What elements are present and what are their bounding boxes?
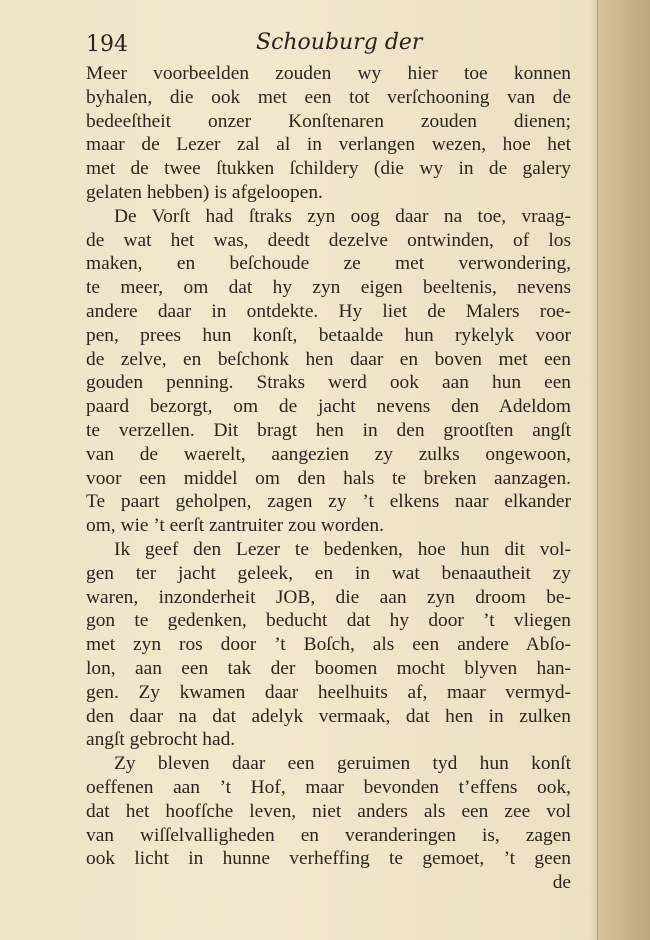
text-line: Meer voorbeelden zouden wy hier toe konnen <box>86 63 571 84</box>
page-header <box>86 26 571 62</box>
text-line: gen. Zy kwamen daar heelhuits af, maar vermyd- <box>86 681 571 703</box>
catchword: de <box>552 872 571 894</box>
page-number: 194 <box>86 32 128 57</box>
text-line: ook licht in hunne verheffing te gemoet, ’t geen <box>86 848 571 870</box>
text-line: Zy bleven daar een geruimen tyd hun konſt <box>114 753 571 775</box>
text-line: maar de Lezer zal al in verlangen wezen, hoe het <box>86 134 571 156</box>
text-line: te meer, om dat hy zyn eigen beeltenis, nevens <box>86 277 571 299</box>
text-line: angſt gebrocht had. <box>86 729 236 751</box>
text-line: met de twee ſtukken ſchildery (die wy in de galery <box>86 158 571 180</box>
text-line: oeffenen aan ’t Hof, maar bevonden t’effens ook, <box>86 776 571 798</box>
text-line: gouden penning. Straks werd ook aan hun een <box>86 372 571 394</box>
text-line: pen, prees hun konſt, betaalde hun rykelyk voor <box>86 324 571 346</box>
text-line: gelaten hebben) is afgeloopen. <box>86 181 323 203</box>
text-line: paard bezorgt, om de jacht nevens den Adeldom <box>86 396 571 418</box>
text-line: dat het hoofſche leven, niet anders als een zee vol <box>86 800 571 822</box>
text-line: Te paart geholpen, zagen zy ’t elkens naar elkander <box>86 491 571 513</box>
body-text <box>86 62 571 895</box>
text-line: van wiſſelvalligheden en veranderingen is, zagen <box>86 824 571 846</box>
text-line: de wat het was, deedt dezelve ontwinden, of los <box>86 229 571 251</box>
text-line: maken, en beſchoude ze met verwondering, <box>86 253 571 275</box>
text-line: te verzellen. Dit bragt hen in den grootſten angſt <box>86 419 571 441</box>
text-line: voor een middel om den hals te breken aanzagen. <box>86 467 571 489</box>
text-line: den daar na dat adelyk vermaak, dat hen in zulken <box>86 705 571 727</box>
running-title: Schouburg der <box>256 30 423 55</box>
text-line: gen ter jacht geleek, en in wat benaautheit zy <box>86 562 571 584</box>
text-line: van de waerelt, aangezien zy zulks ongewoon, <box>86 443 571 465</box>
text-line: met zyn ros door ’t Boſch, als een andere Abſo- <box>86 634 571 656</box>
text-line: gon te gedenken, beducht dat hy door ’t vliegen <box>86 610 571 632</box>
page-edge <box>597 0 650 940</box>
text-line: bedeeſtheit onzer Konſtenaren zouden dienen; <box>86 110 571 132</box>
text-line: om, wie ’t eerſt zantruiter zou worden. <box>86 515 384 537</box>
text-line: De Vorſt had ſtraks zyn oog daar na toe, vraag- <box>114 205 571 227</box>
text-line: Ik geef den Lezer te bedenken, hoe hun dit vol- <box>114 538 571 560</box>
text-line: de zelve, en beſchonk hen daar en boven met een <box>86 348 571 370</box>
text-line: lon, aan een tak der boomen mocht blyven han- <box>86 657 571 679</box>
text-line: andere daar in ontdekte. Hy liet de Malers roe- <box>86 300 571 322</box>
text-line: waren, inzonderheit JOB, die aan zyn droom be- <box>86 586 571 608</box>
text-line: byhalen, die ook met een tot verſchooning van de <box>86 86 571 108</box>
